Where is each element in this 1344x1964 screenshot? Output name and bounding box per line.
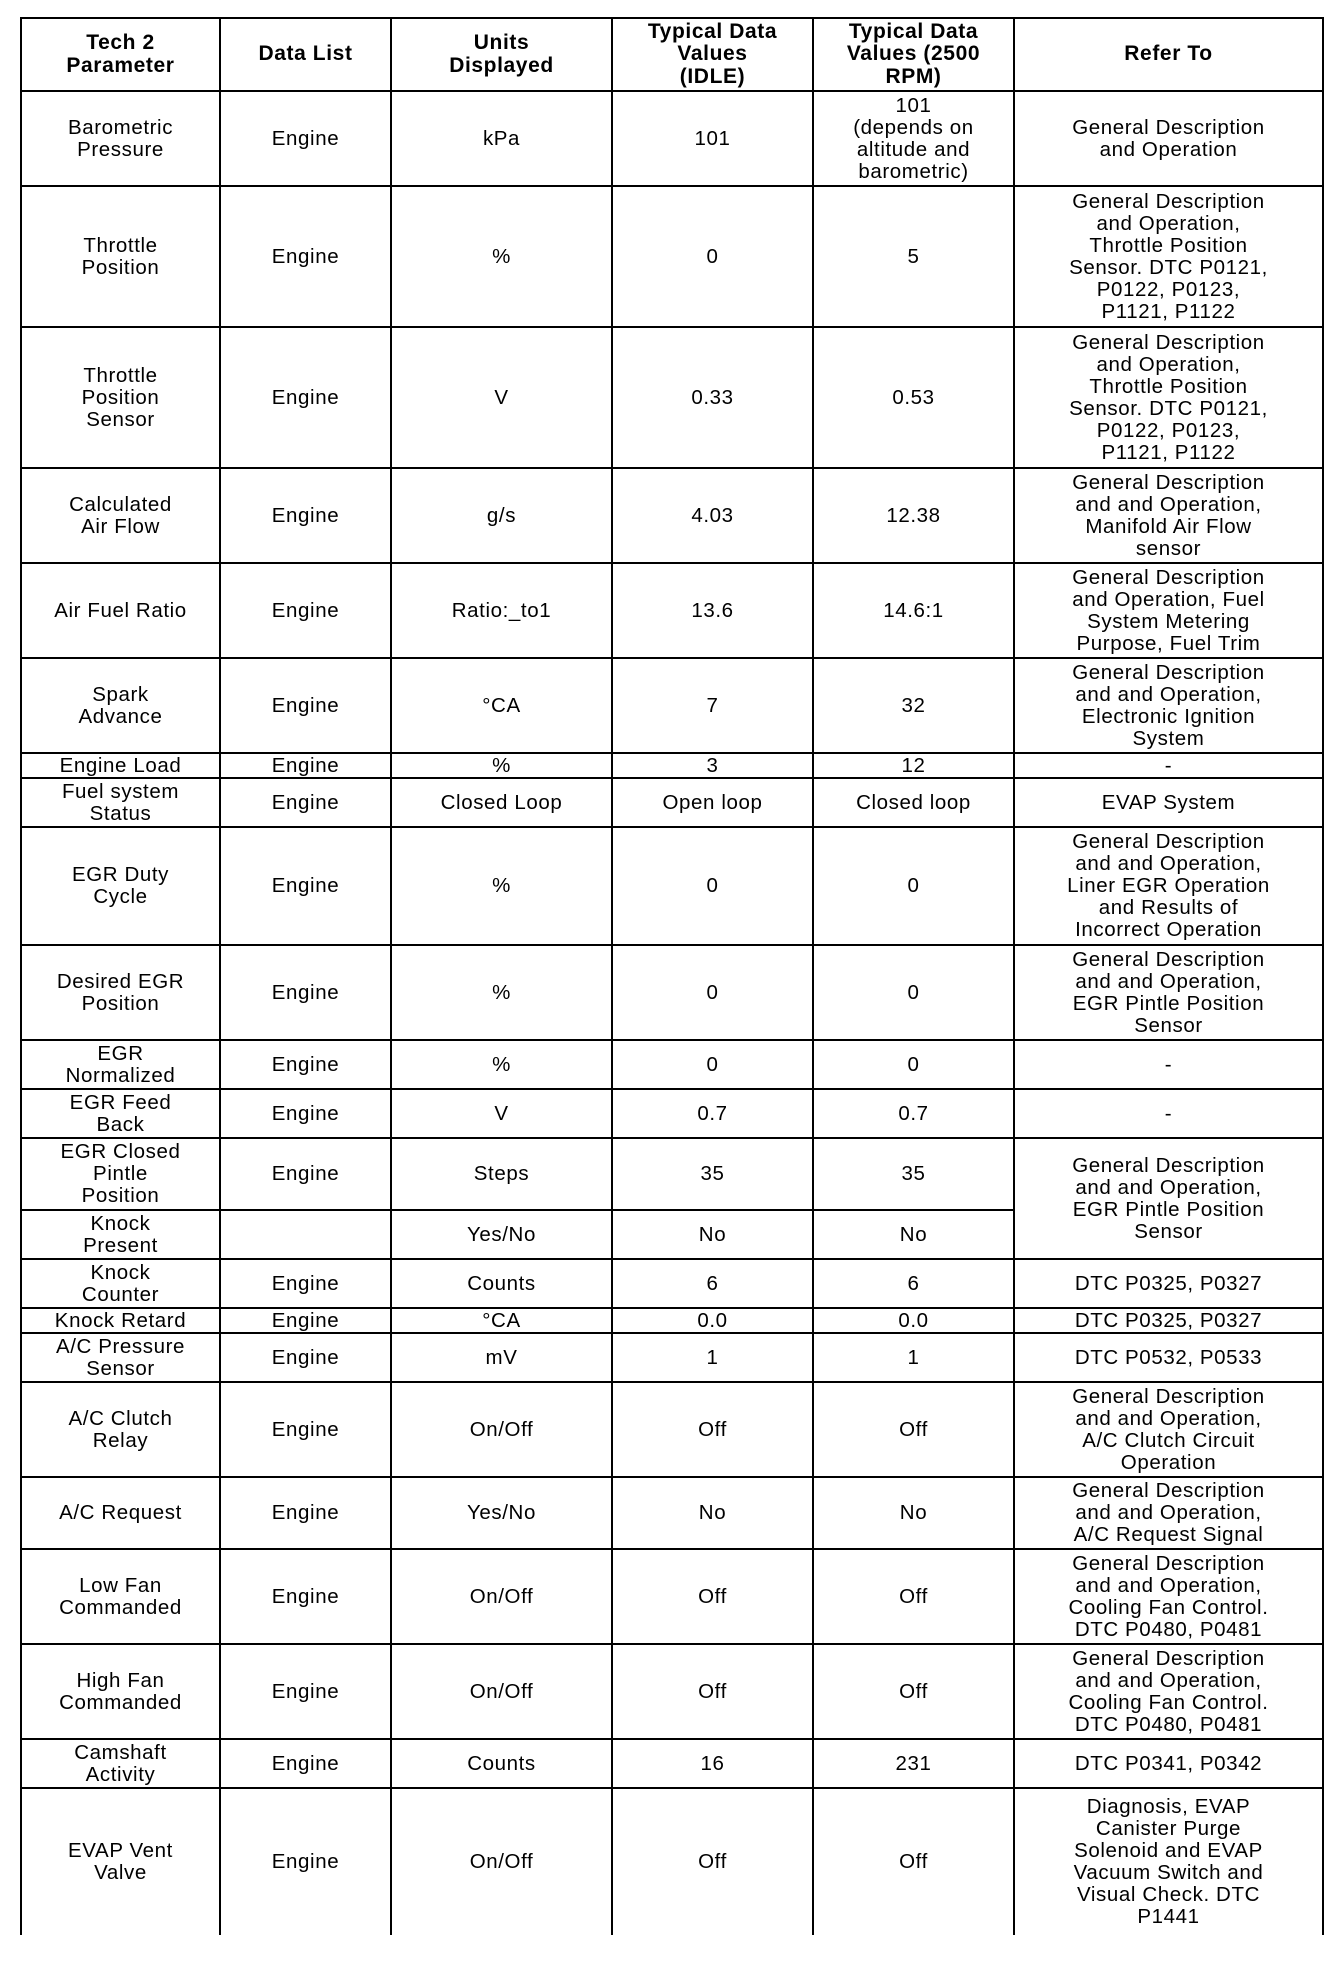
header-cell: Data List: [220, 18, 391, 91]
document-page: [20, 17, 1322, 1935]
table-cell: 0: [813, 1040, 1014, 1089]
table-cell: Engine: [220, 1333, 391, 1382]
table-cell: Diagnosis, EVAP Canister Purge Solenoid and EVAP Vacuum Switch and Visual Check. DTC P1441: [1014, 1788, 1323, 1935]
table-cell: 0.0: [612, 1308, 813, 1333]
tech2-parameter-table: [20, 17, 1324, 1935]
table-cell: General Description and and Operation, EGR Pintle Position Sensor: [1014, 1138, 1323, 1259]
table-cell: Counts: [391, 1739, 612, 1788]
table-cell: General Description and and Operation, EGR Pintle Position Sensor: [1014, 945, 1323, 1040]
table-cell: No: [813, 1477, 1014, 1549]
table-cell: 0.0: [813, 1308, 1014, 1333]
table-cell: Engine: [220, 753, 391, 778]
table-cell: Engine: [220, 1259, 391, 1308]
table-cell: %: [391, 827, 612, 945]
table-cell: General Description and and Operation, Cooling Fan Control. DTC P0480, P0481: [1014, 1549, 1323, 1644]
table-cell: No: [612, 1477, 813, 1549]
table-cell: Off: [813, 1382, 1014, 1477]
table-row: [21, 753, 1323, 778]
table-cell: Engine: [220, 1089, 391, 1138]
table-cell: DTC P0325, P0327: [1014, 1259, 1323, 1308]
table-cell: Engine: [220, 186, 391, 327]
table-row: [21, 827, 1323, 945]
header-cell: Units Displayed: [391, 18, 612, 91]
table-cell: Engine: [220, 327, 391, 468]
table-cell: 12.38: [813, 468, 1014, 563]
table-cell: 0: [813, 945, 1014, 1040]
table-cell: 16: [612, 1739, 813, 1788]
table-cell: Steps: [391, 1138, 612, 1210]
table-cell: On/Off: [391, 1644, 612, 1739]
table-cell: Ratio:_to1: [391, 563, 612, 658]
table-cell: Knock Counter: [21, 1259, 220, 1308]
table-cell: Low Fan Commanded: [21, 1549, 220, 1644]
table-cell: %: [391, 945, 612, 1040]
table-cell: 0: [612, 1040, 813, 1089]
table-cell: kPa: [391, 91, 612, 186]
table-cell: Engine Load: [21, 753, 220, 778]
table-cell: Engine: [220, 945, 391, 1040]
table-row: [21, 1739, 1323, 1788]
table-row: [21, 186, 1323, 327]
table-cell: g/s: [391, 468, 612, 563]
table-cell: 0: [612, 945, 813, 1040]
table-row: [21, 1138, 1323, 1210]
table-cell: DTC P0341, P0342: [1014, 1739, 1323, 1788]
table-row: [21, 1040, 1323, 1089]
table-cell: On/Off: [391, 1788, 612, 1935]
table-cell: General Description and and Operation, A/C Request Signal: [1014, 1477, 1323, 1549]
table-row: [21, 1308, 1323, 1333]
table-cell: A/C Pressure Sensor: [21, 1333, 220, 1382]
table-cell: Yes/No: [391, 1477, 612, 1549]
table-row: [21, 1382, 1323, 1477]
table-cell: Engine: [220, 1308, 391, 1333]
table-cell: EGR Closed Pintle Position: [21, 1138, 220, 1210]
table-cell: EGR Feed Back: [21, 1089, 220, 1138]
table-cell: EVAP System: [1014, 778, 1323, 827]
header-row: [21, 18, 1323, 91]
table-cell: °CA: [391, 1308, 612, 1333]
table-cell: Closed Loop: [391, 778, 612, 827]
table-cell: High Fan Commanded: [21, 1644, 220, 1739]
table-cell: Desired EGR Position: [21, 945, 220, 1040]
table-cell: 35: [612, 1138, 813, 1210]
table-cell: mV: [391, 1333, 612, 1382]
table-cell: 3: [612, 753, 813, 778]
table-row: [21, 468, 1323, 563]
table-cell: General Description and and Operation, Manifold Air Flow sensor: [1014, 468, 1323, 563]
table-row: [21, 1089, 1323, 1138]
table-cell: General Description and and Operation, Cooling Fan Control. DTC P0480, P0481: [1014, 1644, 1323, 1739]
table-cell: 0.7: [612, 1089, 813, 1138]
table-row: [21, 945, 1323, 1040]
table-cell: Engine: [220, 563, 391, 658]
table-cell: Engine: [220, 1382, 391, 1477]
table-cell: Throttle Position Sensor: [21, 327, 220, 468]
table-cell: V: [391, 327, 612, 468]
table-cell: Knock Present: [21, 1210, 220, 1259]
table-cell: 5: [813, 186, 1014, 327]
table-cell: Engine: [220, 91, 391, 186]
table-cell: 35: [813, 1138, 1014, 1210]
table-row: [21, 1333, 1323, 1382]
table-cell: 0: [813, 827, 1014, 945]
table-row: [21, 1549, 1323, 1644]
table-cell: A/C Request: [21, 1477, 220, 1549]
table-cell: %: [391, 753, 612, 778]
table-row: [21, 563, 1323, 658]
table-cell: 32: [813, 658, 1014, 753]
table-cell: General Description and Operation: [1014, 91, 1323, 186]
table-cell: 6: [813, 1259, 1014, 1308]
table-cell: Air Fuel Ratio: [21, 563, 220, 658]
table-cell: -: [1014, 1040, 1323, 1089]
table-cell: Engine: [220, 1138, 391, 1210]
table-row: [21, 1259, 1323, 1308]
table-cell: Barometric Pressure: [21, 91, 220, 186]
table-cell: A/C Clutch Relay: [21, 1382, 220, 1477]
table-cell: On/Off: [391, 1549, 612, 1644]
table-cell: Off: [612, 1549, 813, 1644]
table-cell: %: [391, 1040, 612, 1089]
table-cell: Throttle Position: [21, 186, 220, 327]
table-cell: Engine: [220, 827, 391, 945]
table-cell: -: [1014, 753, 1323, 778]
table-cell: Off: [612, 1788, 813, 1935]
table-cell: No: [612, 1210, 813, 1259]
header-cell: Tech 2 Parameter: [21, 18, 220, 91]
table-cell: Off: [813, 1788, 1014, 1935]
table-cell: 12: [813, 753, 1014, 778]
table-cell: -: [1014, 1089, 1323, 1138]
table-cell: Engine: [220, 1739, 391, 1788]
table-cell: Spark Advance: [21, 658, 220, 753]
table-cell: 0.53: [813, 327, 1014, 468]
table-cell: DTC P0532, P0533: [1014, 1333, 1323, 1382]
table-row: [21, 1644, 1323, 1739]
table-cell: Engine: [220, 778, 391, 827]
table-cell: Engine: [220, 1477, 391, 1549]
table-row: [21, 1788, 1323, 1935]
table-cell: °CA: [391, 658, 612, 753]
table-cell: EGR Duty Cycle: [21, 827, 220, 945]
table-cell: 6: [612, 1259, 813, 1308]
table-cell: 101: [612, 91, 813, 186]
table-cell: EVAP Vent Valve: [21, 1788, 220, 1935]
table-cell: 0: [612, 186, 813, 327]
table-cell: Off: [612, 1382, 813, 1477]
table-cell: 0.33: [612, 327, 813, 468]
table-cell: Engine: [220, 1644, 391, 1739]
table-cell: 0.7: [813, 1089, 1014, 1138]
table-cell: 231: [813, 1739, 1014, 1788]
table-cell: [220, 1210, 391, 1259]
table-cell: Open loop: [612, 778, 813, 827]
table-row: [21, 658, 1323, 753]
table-cell: Counts: [391, 1259, 612, 1308]
table-cell: 13.6: [612, 563, 813, 658]
table-cell: Yes/No: [391, 1210, 612, 1259]
table-cell: Fuel system Status: [21, 778, 220, 827]
table-cell: 0: [612, 827, 813, 945]
table-row: [21, 778, 1323, 827]
table-cell: 7: [612, 658, 813, 753]
table-cell: General Description and Operation, Fuel System Metering Purpose, Fuel Trim: [1014, 563, 1323, 658]
table-cell: General Description and and Operation, Liner EGR Operation and Results of Incorrect Operation: [1014, 827, 1323, 945]
table-cell: Engine: [220, 1040, 391, 1089]
table-cell: DTC P0325, P0327: [1014, 1308, 1323, 1333]
table-cell: Closed loop: [813, 778, 1014, 827]
table-cell: General Description and and Operation, A/C Clutch Circuit Operation: [1014, 1382, 1323, 1477]
header-cell: Typical Data Values (2500 RPM): [813, 18, 1014, 91]
table-cell: General Description and Operation, Throttle Position Sensor. DTC P0121, P0122, P0123, P1121, P1122: [1014, 186, 1323, 327]
table-cell: On/Off: [391, 1382, 612, 1477]
table-cell: Calculated Air Flow: [21, 468, 220, 563]
table-cell: EGR Normalized: [21, 1040, 220, 1089]
table-cell: 4.03: [612, 468, 813, 563]
table-cell: Camshaft Activity: [21, 1739, 220, 1788]
table-cell: Engine: [220, 468, 391, 563]
table-cell: 1: [813, 1333, 1014, 1382]
table-cell: Off: [813, 1644, 1014, 1739]
table-cell: Off: [612, 1644, 813, 1739]
table-cell: General Description and and Operation, Electronic Ignition System: [1014, 658, 1323, 753]
table-cell: 14.6:1: [813, 563, 1014, 658]
table-cell: Engine: [220, 658, 391, 753]
table-row: [21, 327, 1323, 468]
table-row: [21, 1477, 1323, 1549]
table-cell: 1: [612, 1333, 813, 1382]
table-row: [21, 91, 1323, 186]
table-cell: V: [391, 1089, 612, 1138]
table-cell: No: [813, 1210, 1014, 1259]
table-cell: %: [391, 186, 612, 327]
table-cell: Engine: [220, 1549, 391, 1644]
table-cell: Off: [813, 1549, 1014, 1644]
table-cell: General Description and Operation, Throttle Position Sensor. DTC P0121, P0122, P0123, P1121, P1122: [1014, 327, 1323, 468]
header-cell: Typical Data Values (IDLE): [612, 18, 813, 91]
table-cell: Knock Retard: [21, 1308, 220, 1333]
header-cell: Refer To: [1014, 18, 1323, 91]
table-cell: 101 (depends on altitude and barometric): [813, 91, 1014, 186]
table-cell: Engine: [220, 1788, 391, 1935]
